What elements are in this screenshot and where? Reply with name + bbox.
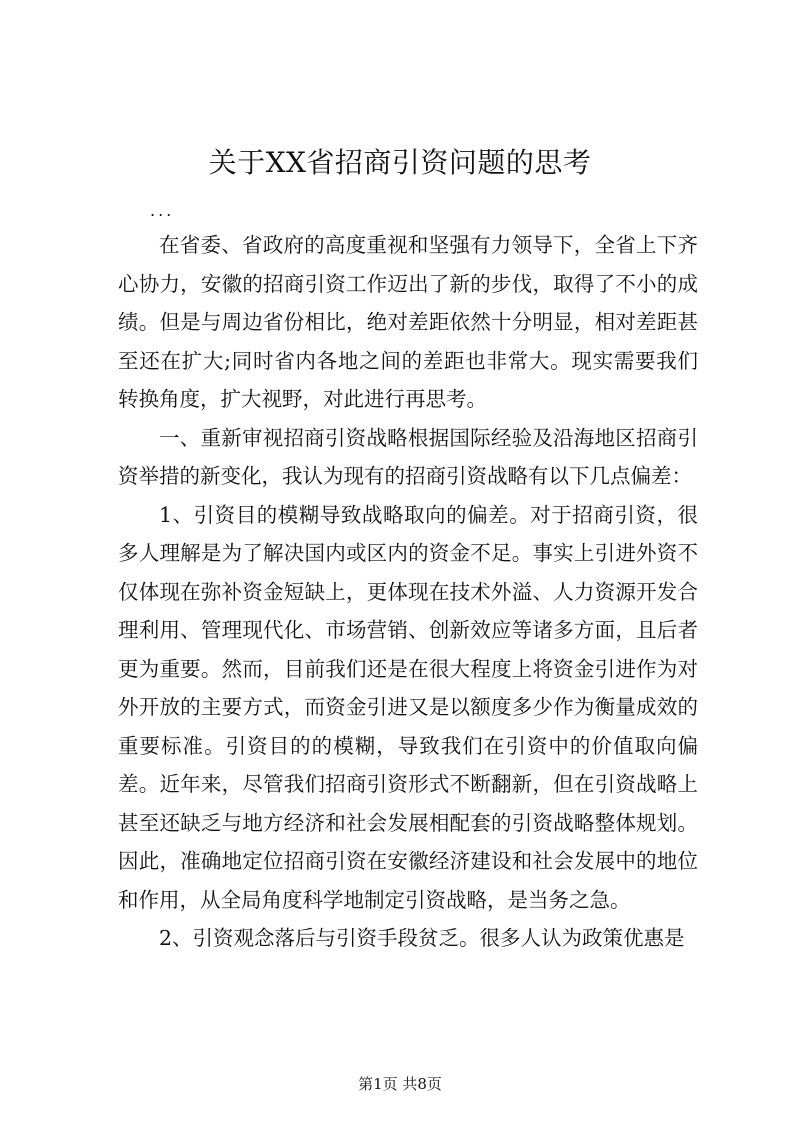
paragraph-point-one: 1、引资目的模糊导致战略取向的偏差。对于招商引资，很多人理解是为了解决国内或区内的资金不足。事实上引进外资不仅体现在弥补资金短缺上，更体现在技术外溢、人力资源开发合理利用、管理现代化、市场营销、创新效应等诸多方面，且后者更为重要。然而，目前我们还是在很大程度上将资金引进作为对外开放的主要方式，而资金引进又是以额度多少作为衡量成效的重要标准。引资目的的模糊，导致我们在引资中的价值取向偏差。近年来，尽管我们招商引资形式不断翻新，但在引资战略上甚至还缺乏与地方经济和社会发展相配套的引资战略整体规划。因此，准确地定位招商引资在安徽经济建设和社会发展中的地位和作用，从全局角度科学地制定引资战略，是当务之急。 — [118, 502, 698, 912]
document-body — [118, 226, 698, 958]
ellipsis-marker: ... — [150, 201, 175, 220]
page-footer: 第1页 共8页 — [358, 1075, 442, 1093]
paragraph-intro: 在省委、省政府的高度重视和坚强有力领导下，全省上下齐心协力，安徽的招商引资工作迈出了新的步伐，取得了不小的成绩。但是与周边省份相比，绝对差距依然十分明显，相对差距甚至还在扩大;同时省内各地之间的差距也非常大。现实需要我们转换角度，扩大视野，对此进行再思考。 — [118, 233, 698, 411]
document-title: 关于XX省招商引资问题的思考 — [208, 146, 592, 179]
paragraph-section-one: 一、重新审视招商引资战略根据国际经验及沿海地区招商引资举措的新变化，我认为现有的招商引资战略有以下几点偏差： — [118, 425, 698, 488]
paragraph-point-two: 2、引资观念落后与引资手段贫乏。很多人认为政策优惠是 — [159, 926, 685, 950]
